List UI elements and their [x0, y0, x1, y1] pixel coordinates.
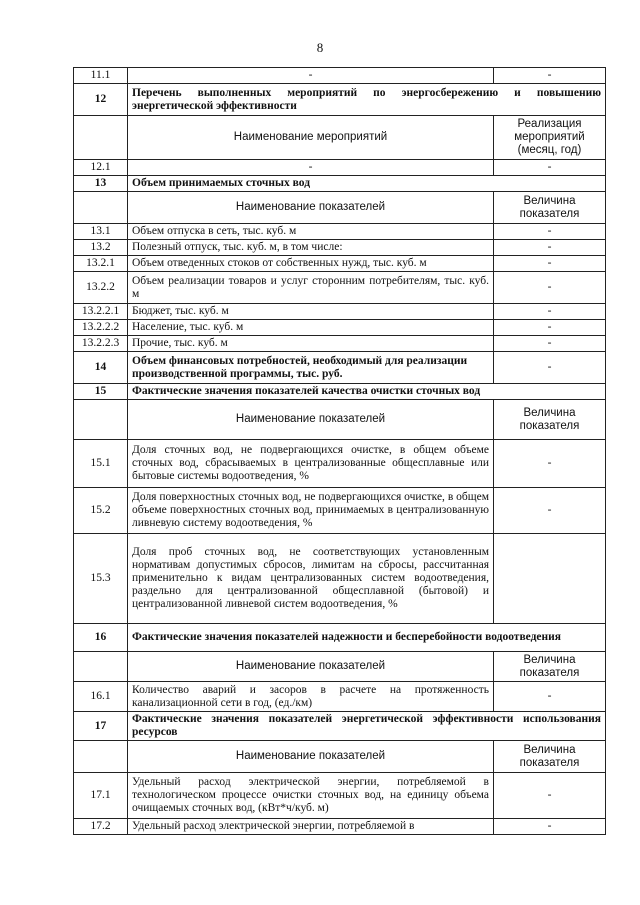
row-text: Объем реализации товаров и услуг сторонним потребителям, тыс. куб. м — [128, 272, 494, 304]
section-number: 15 — [74, 384, 128, 400]
column-header-name: Наименование показателей — [128, 400, 494, 440]
section-title: Фактические значения показателей энергетической эффективности использования ресурсов — [128, 712, 606, 741]
table-row — [74, 819, 606, 835]
row-number: 13.2.2.1 — [74, 304, 128, 320]
column-header-row — [74, 652, 606, 682]
report-table — [73, 67, 606, 835]
table-row — [74, 773, 606, 819]
row-number: 17.2 — [74, 819, 128, 835]
table-row — [74, 336, 606, 352]
section-title: Объем финансовых потребностей, необходимый для реализации производственной программы, тыс. руб. — [128, 352, 494, 384]
table-row — [74, 440, 606, 488]
section-number: 14 — [74, 352, 128, 384]
row-text: Полезный отпуск, тыс. куб. м, в том числе: — [128, 240, 494, 256]
table-row — [74, 534, 606, 624]
row-text: Удельный расход электрической энергии, потребляемой в — [128, 819, 494, 835]
section-title: Объем принимаемых сточных вод — [128, 176, 606, 192]
empty-cell — [74, 652, 128, 682]
column-header-value: Реализация мероприятий (месяц, год) — [494, 116, 606, 160]
row-text: Бюджет, тыс. куб. м — [128, 304, 494, 320]
column-header-value: Величина показателя — [494, 400, 606, 440]
row-number: 11.1 — [74, 68, 128, 84]
table-row — [74, 224, 606, 240]
row-text: Доля поверхностных сточных вод, не подвергающихся очистке, в общем объеме поверхностных сточных вод, принимаемых в централизованную ливневую систему водоотведения, % — [128, 488, 494, 534]
table-row — [74, 240, 606, 256]
table-row — [74, 682, 606, 712]
empty-cell — [74, 192, 128, 224]
row-text: Количество аварий и засоров в расчете на протяженность канализационной сети в год, (ед./км) — [128, 682, 494, 712]
empty-cell — [74, 741, 128, 773]
row-text: Объем отпуска в сеть, тыс. куб. м — [128, 224, 494, 240]
column-header-value: Величина показателя — [494, 192, 606, 224]
section-row — [74, 624, 606, 652]
section-number: 17 — [74, 712, 128, 741]
row-number: 15.2 — [74, 488, 128, 534]
table-row — [74, 488, 606, 534]
row-text: Доля сточных вод, не подвергающихся очистке, в общем объеме сточных вод, сбрасываемых в централизованные общесплавные или бытовые системы водоотведения, % — [128, 440, 494, 488]
row-number: 13.2 — [74, 240, 128, 256]
empty-cell — [74, 400, 128, 440]
row-text: Население, тыс. куб. м — [128, 320, 494, 336]
section-row — [74, 384, 606, 400]
row-value: - — [494, 352, 606, 384]
section-title: Фактические значения показателей качества очистки сточных вод — [128, 384, 606, 400]
row-text: Прочие, тыс. куб. м — [128, 336, 494, 352]
table-row — [74, 68, 606, 84]
row-value: - — [494, 224, 606, 240]
row-number: 13.1 — [74, 224, 128, 240]
table-row — [74, 256, 606, 272]
row-number: 15.1 — [74, 440, 128, 488]
column-header-name: Наименование показателей — [128, 192, 494, 224]
column-header-name: Наименование показателей — [128, 741, 494, 773]
row-number: 13.2.1 — [74, 256, 128, 272]
row-value: - — [494, 336, 606, 352]
section-number: 13 — [74, 176, 128, 192]
table-row — [74, 160, 606, 176]
row-text: - — [128, 68, 494, 84]
empty-cell — [74, 116, 128, 160]
column-header-name: Наименование мероприятий — [128, 116, 494, 160]
row-value: - — [494, 819, 606, 835]
row-value: - — [494, 240, 606, 256]
column-header-value: Величина показателя — [494, 652, 606, 682]
row-text: Доля проб сточных вод, не соответствующих установленным нормативам допустимых сбросов, лимитам на сбросы, рассчитанная применительно к видам централизованных систем водоотведения, раздельно для централизованной общесплавной (бытовой) и централизованной ливневой систем водоотведения, % — [128, 534, 494, 624]
row-value — [494, 534, 606, 624]
row-value: - — [494, 160, 606, 176]
row-number: 13.2.2 — [74, 272, 128, 304]
section-number: 12 — [74, 84, 128, 116]
section-title: Фактические значения показателей надежности и бесперебойности водоотведения — [128, 624, 606, 652]
row-value: - — [494, 320, 606, 336]
row-value: - — [494, 488, 606, 534]
row-number: 16.1 — [74, 682, 128, 712]
column-header-row — [74, 116, 606, 160]
row-text: Удельный расход электрической энергии, потребляемой в технологическом процессе очистки сточных вод, на единицу объема очищаемых сточных вод, (кВт*ч/куб. м) — [128, 773, 494, 819]
column-header-value: Величина показателя — [494, 741, 606, 773]
section-row — [74, 712, 606, 741]
row-number: 12.1 — [74, 160, 128, 176]
column-header-row — [74, 741, 606, 773]
column-header-row — [74, 192, 606, 224]
row-value: - — [494, 304, 606, 320]
section-row — [74, 84, 606, 116]
section-title: Перечень выполненных мероприятий по энергосбережению и повышению энергетической эффективности — [128, 84, 606, 116]
row-number: 17.1 — [74, 773, 128, 819]
row-value: - — [494, 68, 606, 84]
row-text: - — [128, 160, 494, 176]
row-number: 13.2.2.2 — [74, 320, 128, 336]
column-header-name: Наименование показателей — [128, 652, 494, 682]
section-number: 16 — [74, 624, 128, 652]
row-text: Объем отведенных стоков от собственных нужд, тыс. куб. м — [128, 256, 494, 272]
page-number: 8 — [316, 40, 324, 55]
row-value: - — [494, 272, 606, 304]
section-row — [74, 352, 606, 384]
row-number: 13.2.2.3 — [74, 336, 128, 352]
table-row — [74, 272, 606, 304]
table-row — [74, 304, 606, 320]
row-number: 15.3 — [74, 534, 128, 624]
row-value: - — [494, 440, 606, 488]
column-header-row — [74, 400, 606, 440]
row-value: - — [494, 682, 606, 712]
table-row — [74, 320, 606, 336]
row-value: - — [494, 773, 606, 819]
row-value: - — [494, 256, 606, 272]
section-row — [74, 176, 606, 192]
